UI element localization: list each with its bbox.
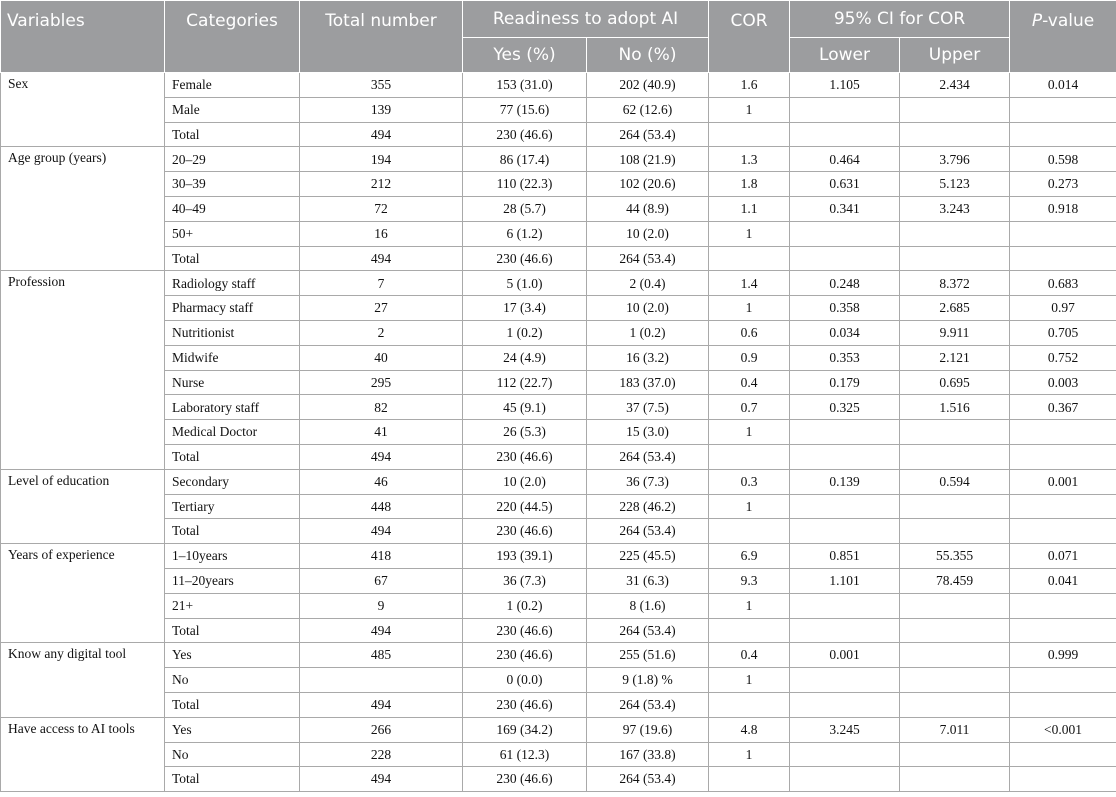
- cell-yes: 169 (34.2): [463, 717, 587, 742]
- cell-no: 44 (8.9): [587, 196, 709, 221]
- cell-lower: [790, 618, 900, 643]
- cell-cor: 0.4: [709, 643, 790, 668]
- cell-cor: 0.7: [709, 395, 790, 420]
- header-variables: Variables: [1, 1, 165, 73]
- cell-upper: 2.434: [900, 73, 1010, 98]
- cell-upper: 2.121: [900, 345, 1010, 370]
- cell-lower: [790, 246, 900, 271]
- table-row: [1, 444, 1116, 469]
- cell-category: 30–39: [165, 172, 300, 197]
- table-row: [1, 742, 1116, 767]
- cell-yes: 1 (0.2): [463, 593, 587, 618]
- header-readiness: Readiness to adopt AI: [463, 1, 709, 38]
- cell-category: 20–29: [165, 147, 300, 172]
- cell-total: 7: [300, 271, 463, 296]
- cell-cor: 1: [709, 593, 790, 618]
- cell-total: 228: [300, 742, 463, 767]
- cell-lower: [790, 519, 900, 544]
- header-p-rest: -value: [1042, 11, 1095, 31]
- cell-lower: [790, 742, 900, 767]
- cell-upper: [900, 692, 1010, 717]
- cell-category: Female: [165, 73, 300, 98]
- cell-cor: 9.3: [709, 568, 790, 593]
- cell-total: 46: [300, 469, 463, 494]
- cell-total: 139: [300, 97, 463, 122]
- cell-upper: 7.011: [900, 717, 1010, 742]
- cell-total: 494: [300, 618, 463, 643]
- cell-upper: [900, 246, 1010, 271]
- table-body: [1, 73, 1116, 792]
- cell-upper: 2.685: [900, 296, 1010, 321]
- cell-cor: [709, 122, 790, 147]
- cell-p-value: [1010, 444, 1116, 469]
- cell-upper: [900, 643, 1010, 668]
- cell-yes: 110 (22.3): [463, 172, 587, 197]
- cell-total: 494: [300, 692, 463, 717]
- header-ci: 95% CI for COR: [790, 1, 1010, 38]
- cell-upper: 5.123: [900, 172, 1010, 197]
- cell-yes: 230 (46.6): [463, 122, 587, 147]
- cell-cor: [709, 618, 790, 643]
- cell-lower: 0.358: [790, 296, 900, 321]
- cell-category: 11–20years: [165, 568, 300, 593]
- cell-upper: 1.516: [900, 395, 1010, 420]
- cell-p-value: 0.705: [1010, 320, 1116, 345]
- cell-no: 102 (20.6): [587, 172, 709, 197]
- cell-no: 264 (53.4): [587, 767, 709, 792]
- cell-total: 27: [300, 296, 463, 321]
- cell-p-value: 0.97: [1010, 296, 1116, 321]
- cell-lower: [790, 221, 900, 246]
- cell-p-value: 0.999: [1010, 643, 1116, 668]
- cell-lower: [790, 122, 900, 147]
- cell-p-value: 0.752: [1010, 345, 1116, 370]
- cell-no: 2 (0.4): [587, 271, 709, 296]
- cell-variable: Age group (years): [1, 147, 165, 271]
- cell-lower: 0.001: [790, 643, 900, 668]
- table-row: [1, 395, 1116, 420]
- cell-category: 21+: [165, 593, 300, 618]
- cell-category: Radiology staff: [165, 271, 300, 296]
- cell-p-value: [1010, 767, 1116, 792]
- cell-cor: 0.9: [709, 345, 790, 370]
- cell-cor: 1: [709, 221, 790, 246]
- cell-p-value: 0.918: [1010, 196, 1116, 221]
- cell-no: 228 (46.2): [587, 494, 709, 519]
- cell-variable: Level of education: [1, 469, 165, 543]
- cell-no: 264 (53.4): [587, 692, 709, 717]
- cell-total: 494: [300, 519, 463, 544]
- cell-p-value: [1010, 246, 1116, 271]
- cell-total: 212: [300, 172, 463, 197]
- cell-lower: 0.248: [790, 271, 900, 296]
- cell-total: 266: [300, 717, 463, 742]
- cell-yes: 230 (46.6): [463, 643, 587, 668]
- cell-lower: 0.851: [790, 544, 900, 569]
- table-row: [1, 172, 1116, 197]
- cell-category: No: [165, 742, 300, 767]
- cell-p-value: [1010, 668, 1116, 693]
- cell-yes: 220 (44.5): [463, 494, 587, 519]
- cell-total: 194: [300, 147, 463, 172]
- header-total-number: Total number: [300, 1, 463, 73]
- cell-total: 355: [300, 73, 463, 98]
- cell-lower: 0.034: [790, 320, 900, 345]
- cell-upper: 3.243: [900, 196, 1010, 221]
- cell-yes: 61 (12.3): [463, 742, 587, 767]
- cell-no: 97 (19.6): [587, 717, 709, 742]
- cell-category: Nutritionist: [165, 320, 300, 345]
- cell-lower: 0.139: [790, 469, 900, 494]
- cell-lower: [790, 593, 900, 618]
- cell-no: 264 (53.4): [587, 444, 709, 469]
- cell-no: 264 (53.4): [587, 122, 709, 147]
- cell-yes: 230 (46.6): [463, 767, 587, 792]
- table-row: [1, 692, 1116, 717]
- cell-category: Total: [165, 618, 300, 643]
- header-upper: Upper: [900, 38, 1010, 73]
- cell-cor: 1: [709, 420, 790, 445]
- cell-no: 108 (21.9): [587, 147, 709, 172]
- cell-upper: [900, 122, 1010, 147]
- cell-total: 494: [300, 444, 463, 469]
- cell-upper: [900, 618, 1010, 643]
- cell-category: Tertiary: [165, 494, 300, 519]
- cell-yes: 1 (0.2): [463, 320, 587, 345]
- table-row: [1, 122, 1116, 147]
- table-row: [1, 618, 1116, 643]
- cell-no: 225 (45.5): [587, 544, 709, 569]
- cell-category: Pharmacy staff: [165, 296, 300, 321]
- cell-upper: 78.459: [900, 568, 1010, 593]
- cell-upper: [900, 420, 1010, 445]
- cell-upper: [900, 221, 1010, 246]
- cell-p-value: [1010, 742, 1116, 767]
- cell-lower: [790, 444, 900, 469]
- table-row: [1, 296, 1116, 321]
- table-row: [1, 593, 1116, 618]
- cell-no: 16 (3.2): [587, 345, 709, 370]
- cell-no: 1 (0.2): [587, 320, 709, 345]
- cell-variable: Have access to AI tools: [1, 717, 165, 791]
- table-row: [1, 246, 1116, 271]
- cell-category: 50+: [165, 221, 300, 246]
- cell-cor: 1: [709, 296, 790, 321]
- cell-p-value: 0.683: [1010, 271, 1116, 296]
- cell-yes: 5 (1.0): [463, 271, 587, 296]
- table-row: [1, 469, 1116, 494]
- table-row: [1, 196, 1116, 221]
- cell-category: Total: [165, 444, 300, 469]
- cell-yes: 230 (46.6): [463, 246, 587, 271]
- header-yes: Yes (%): [463, 38, 587, 73]
- cell-category: Yes: [165, 643, 300, 668]
- cell-yes: 77 (15.6): [463, 97, 587, 122]
- header-p-value: [1010, 1, 1116, 73]
- table-row: [1, 147, 1116, 172]
- cell-upper: [900, 593, 1010, 618]
- cell-category: Midwife: [165, 345, 300, 370]
- table-row: [1, 73, 1116, 98]
- cell-cor: 1.4: [709, 271, 790, 296]
- cell-no: 264 (53.4): [587, 246, 709, 271]
- cell-p-value: 0.367: [1010, 395, 1116, 420]
- cell-cor: 1.6: [709, 73, 790, 98]
- cell-p-value: [1010, 494, 1116, 519]
- cell-upper: [900, 668, 1010, 693]
- cell-cor: 6.9: [709, 544, 790, 569]
- cell-yes: 10 (2.0): [463, 469, 587, 494]
- cell-upper: [900, 494, 1010, 519]
- table-row: [1, 370, 1116, 395]
- header-categories: Categories: [165, 1, 300, 73]
- cell-lower: 0.341: [790, 196, 900, 221]
- cell-p-value: [1010, 122, 1116, 147]
- cell-total: 485: [300, 643, 463, 668]
- table-row: [1, 494, 1116, 519]
- cell-yes: 193 (39.1): [463, 544, 587, 569]
- cell-cor: 0.3: [709, 469, 790, 494]
- cell-total: 2: [300, 320, 463, 345]
- cell-upper: [900, 742, 1010, 767]
- cell-cor: [709, 519, 790, 544]
- cell-cor: [709, 692, 790, 717]
- cell-category: Laboratory staff: [165, 395, 300, 420]
- cell-yes: 230 (46.6): [463, 618, 587, 643]
- cell-cor: 1: [709, 742, 790, 767]
- cell-lower: [790, 420, 900, 445]
- cell-yes: 26 (5.3): [463, 420, 587, 445]
- cell-lower: 0.179: [790, 370, 900, 395]
- cell-upper: [900, 767, 1010, 792]
- cell-cor: [709, 444, 790, 469]
- cell-yes: 6 (1.2): [463, 221, 587, 246]
- table-row: [1, 221, 1116, 246]
- header-cor: COR: [709, 1, 790, 73]
- cell-total: 494: [300, 767, 463, 792]
- cell-variable: Sex: [1, 73, 165, 147]
- cell-no: 255 (51.6): [587, 643, 709, 668]
- cell-total: 16: [300, 221, 463, 246]
- cell-yes: 230 (46.6): [463, 444, 587, 469]
- cell-total: 295: [300, 370, 463, 395]
- cell-no: 8 (1.6): [587, 593, 709, 618]
- cell-p-value: [1010, 519, 1116, 544]
- cell-variable: Years of experience: [1, 544, 165, 643]
- table-row: [1, 568, 1116, 593]
- cell-category: Total: [165, 246, 300, 271]
- cell-variable: Profession: [1, 271, 165, 469]
- table-row: [1, 420, 1116, 445]
- table-row: [1, 643, 1116, 668]
- cell-category: Total: [165, 767, 300, 792]
- cell-total: 494: [300, 122, 463, 147]
- cell-upper: [900, 519, 1010, 544]
- cell-lower: 0.325: [790, 395, 900, 420]
- cell-total: 448: [300, 494, 463, 519]
- cell-upper: [900, 444, 1010, 469]
- table-row: [1, 345, 1116, 370]
- cell-category: Total: [165, 122, 300, 147]
- cell-no: 202 (40.9): [587, 73, 709, 98]
- cell-no: 15 (3.0): [587, 420, 709, 445]
- cell-no: 10 (2.0): [587, 296, 709, 321]
- cell-yes: 153 (31.0): [463, 73, 587, 98]
- cell-yes: 230 (46.6): [463, 519, 587, 544]
- cell-p-value: <0.001: [1010, 717, 1116, 742]
- cell-lower: [790, 668, 900, 693]
- cell-p-value: 0.003: [1010, 370, 1116, 395]
- cell-category: Secondary: [165, 469, 300, 494]
- cell-p-value: [1010, 593, 1116, 618]
- cell-lower: 0.631: [790, 172, 900, 197]
- cell-no: 62 (12.6): [587, 97, 709, 122]
- cell-cor: [709, 767, 790, 792]
- cell-p-value: [1010, 97, 1116, 122]
- cell-cor: 1: [709, 97, 790, 122]
- cell-p-value: [1010, 420, 1116, 445]
- cell-yes: 0 (0.0): [463, 668, 587, 693]
- cell-category: 1–10years: [165, 544, 300, 569]
- cell-variable: Know any digital tool: [1, 643, 165, 717]
- cell-yes: 112 (22.7): [463, 370, 587, 395]
- cell-upper: 8.372: [900, 271, 1010, 296]
- cell-p-value: 0.273: [1010, 172, 1116, 197]
- cell-yes: 86 (17.4): [463, 147, 587, 172]
- cell-lower: [790, 97, 900, 122]
- cell-yes: 230 (46.6): [463, 692, 587, 717]
- cell-no: 264 (53.4): [587, 618, 709, 643]
- header-no: No (%): [587, 38, 709, 73]
- table-row: [1, 320, 1116, 345]
- cell-yes: 45 (9.1): [463, 395, 587, 420]
- cell-cor: 0.4: [709, 370, 790, 395]
- cell-no: 264 (53.4): [587, 519, 709, 544]
- cell-lower: 3.245: [790, 717, 900, 742]
- cell-cor: 1.8: [709, 172, 790, 197]
- cell-total: [300, 668, 463, 693]
- cell-p-value: 0.014: [1010, 73, 1116, 98]
- cell-yes: 24 (4.9): [463, 345, 587, 370]
- cell-p-value: 0.598: [1010, 147, 1116, 172]
- cell-upper: 9.911: [900, 320, 1010, 345]
- cell-category: Nurse: [165, 370, 300, 395]
- cell-lower: [790, 767, 900, 792]
- cell-cor: 4.8: [709, 717, 790, 742]
- cell-upper: [900, 97, 1010, 122]
- cell-p-value: [1010, 692, 1116, 717]
- cell-total: 41: [300, 420, 463, 445]
- cell-lower: 1.105: [790, 73, 900, 98]
- cell-total: 9: [300, 593, 463, 618]
- cell-upper: 55.355: [900, 544, 1010, 569]
- cell-cor: 0.6: [709, 320, 790, 345]
- cell-no: 9 (1.8) %: [587, 668, 709, 693]
- cell-no: 37 (7.5): [587, 395, 709, 420]
- cell-no: 167 (33.8): [587, 742, 709, 767]
- table-row: [1, 668, 1116, 693]
- cell-p-value: 0.071: [1010, 544, 1116, 569]
- cell-no: 10 (2.0): [587, 221, 709, 246]
- cell-lower: [790, 494, 900, 519]
- cell-p-value: 0.041: [1010, 568, 1116, 593]
- cell-p-value: 0.001: [1010, 469, 1116, 494]
- table-row: [1, 271, 1116, 296]
- cell-no: 183 (37.0): [587, 370, 709, 395]
- cell-no: 31 (6.3): [587, 568, 709, 593]
- cell-lower: 1.101: [790, 568, 900, 593]
- cell-yes: 17 (3.4): [463, 296, 587, 321]
- table-row: [1, 717, 1116, 742]
- cell-total: 72: [300, 196, 463, 221]
- cell-p-value: [1010, 618, 1116, 643]
- cell-category: Male: [165, 97, 300, 122]
- cell-category: Medical Doctor: [165, 420, 300, 445]
- cell-category: No: [165, 668, 300, 693]
- table-row: [1, 767, 1116, 792]
- cell-no: 36 (7.3): [587, 469, 709, 494]
- cell-category: Total: [165, 692, 300, 717]
- cell-lower: 0.464: [790, 147, 900, 172]
- cell-total: 82: [300, 395, 463, 420]
- table-row: [1, 519, 1116, 544]
- header-lower: Lower: [790, 38, 900, 73]
- cell-category: Yes: [165, 717, 300, 742]
- table-row: [1, 544, 1116, 569]
- cell-total: 418: [300, 544, 463, 569]
- cell-total: 494: [300, 246, 463, 271]
- cell-cor: [709, 246, 790, 271]
- cell-category: Total: [165, 519, 300, 544]
- table-header: [1, 1, 1116, 73]
- cell-lower: [790, 692, 900, 717]
- header-p-italic: P: [1031, 11, 1043, 31]
- cell-lower: 0.353: [790, 345, 900, 370]
- cell-yes: 28 (5.7): [463, 196, 587, 221]
- cell-category: 40–49: [165, 196, 300, 221]
- cell-cor: 1.1: [709, 196, 790, 221]
- cell-upper: 0.695: [900, 370, 1010, 395]
- cell-upper: 0.594: [900, 469, 1010, 494]
- cell-p-value: [1010, 221, 1116, 246]
- cell-upper: 3.796: [900, 147, 1010, 172]
- cell-cor: 1: [709, 494, 790, 519]
- cell-yes: 36 (7.3): [463, 568, 587, 593]
- cell-total: 40: [300, 345, 463, 370]
- cell-total: 67: [300, 568, 463, 593]
- table-row: [1, 97, 1116, 122]
- cell-cor: 1: [709, 668, 790, 693]
- cell-cor: 1.3: [709, 147, 790, 172]
